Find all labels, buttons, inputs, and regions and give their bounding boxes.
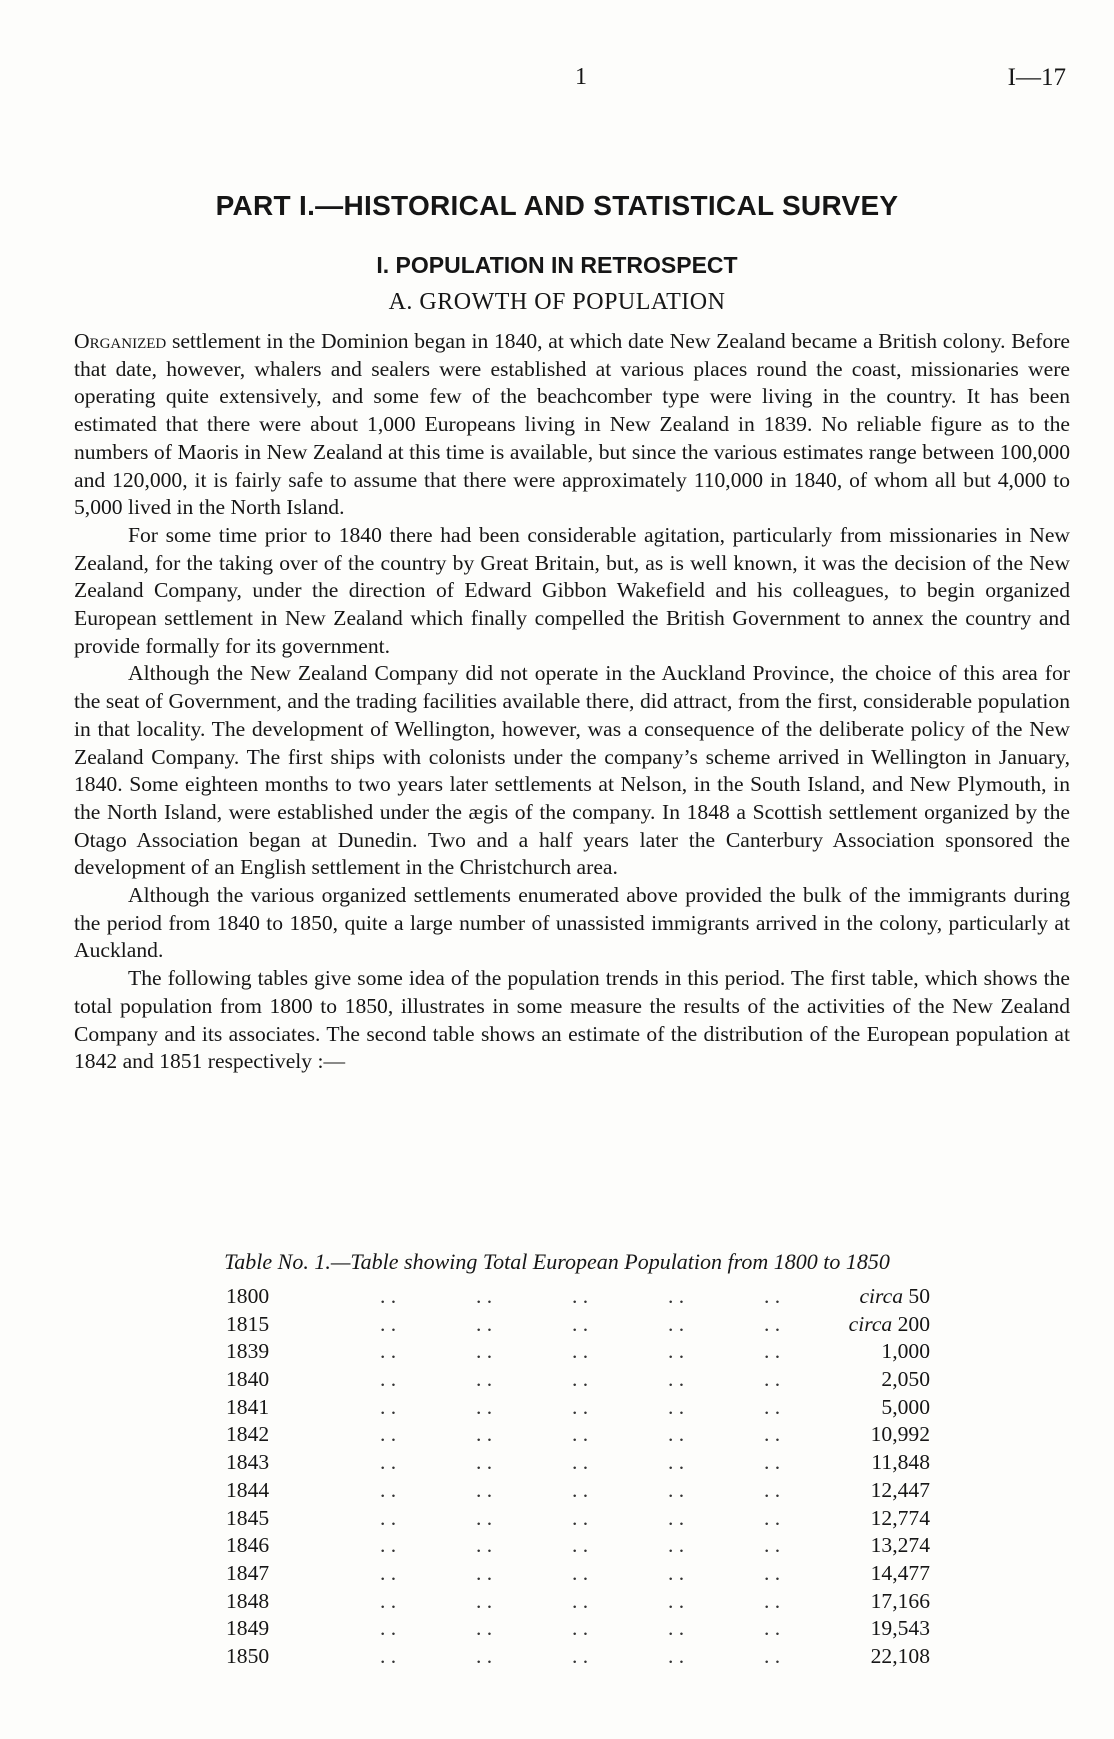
population-value-cell: 22,108 <box>870 1643 930 1668</box>
body-text <box>74 328 1070 1076</box>
population-value-cell: 17,166 <box>870 1588 930 1613</box>
population-value-cell: 14,477 <box>870 1560 930 1585</box>
table-caption: Table No. 1.—Table showing Total European Population from 1800 to 1850 <box>224 1249 890 1274</box>
year-cell: 1844 <box>226 1477 270 1502</box>
population-value-cell: 12,447 <box>870 1477 930 1502</box>
part-title: PART I.—HISTORICAL AND STATISTICAL SURVEY <box>215 190 899 221</box>
table-row <box>210 1367 930 1395</box>
table-row <box>210 1644 930 1672</box>
paragraph-5: The following tables give some idea of the population trends in this period. The first table, which shows the total population from 1800 to 1850, illustrates in some measure the results of the activities of the New Zealand Company and its associates. The second table shows an estimate of the distribution of the European population at 1842 and 1851 respectively :— <box>74 966 1070 1074</box>
year-cell: 1847 <box>226 1560 270 1585</box>
leader-dots: . . . . . . . . . . <box>380 1533 781 1558</box>
year-cell: 1850 <box>226 1643 270 1668</box>
table-row <box>210 1339 930 1367</box>
population-value-cell: 2,050 <box>881 1367 930 1392</box>
page-number: 1 <box>575 64 587 90</box>
population-value-cell: 5,000 <box>881 1394 930 1419</box>
subsection-title: A. GROWTH OF POPULATION <box>388 289 726 315</box>
population-value-cell: 19,543 <box>870 1616 930 1641</box>
paragraph-1 <box>74 328 1070 522</box>
leader-dots: . . . . . . . . . . <box>380 1643 781 1668</box>
circa-label: circa <box>848 1311 898 1336</box>
year-cell: 1848 <box>226 1588 270 1613</box>
leader-dots: . . . . . . . . . . <box>380 1450 781 1475</box>
table-row <box>210 1533 930 1561</box>
population-value-cell: 10,992 <box>870 1422 930 1447</box>
table-row <box>210 1284 930 1312</box>
population-value-cell: 1,000 <box>881 1339 930 1364</box>
leader-dots: . . . . . . . . . . <box>380 1367 781 1392</box>
leader-dots: . . . . . . . . . . <box>380 1394 781 1419</box>
table-row <box>210 1589 930 1617</box>
page-header <box>0 64 1114 104</box>
year-cell: 1845 <box>226 1505 270 1530</box>
circa-label: circa <box>859 1284 909 1308</box>
table-row <box>210 1561 930 1589</box>
leader-dots: . . . . . . . . . . <box>380 1477 781 1502</box>
table-row <box>210 1422 930 1450</box>
leader-dots: . . . . . . . . . . <box>380 1588 781 1613</box>
year-cell: 1841 <box>226 1394 270 1419</box>
population-value-cell: 12,774 <box>870 1505 930 1530</box>
paragraph-2: For some time prior to 1840 there had been considerable agitation, particularly from missionaries in New Zealand, for the taking over of the country by Great Britain, but, as is well known, it was the decision of the New Zealand Company, under the direction of Edward Gibbon Wakefield and his colleagues, to begin organized European settlement in New Zealand which finally compelled the British Government to annex the country and provide formally for its government. <box>74 522 1070 658</box>
table-row <box>210 1616 930 1644</box>
population-value-cell: 11,848 <box>871 1450 930 1475</box>
table-row <box>210 1395 930 1423</box>
table-row <box>210 1506 930 1534</box>
population-value-cell: circa 50 <box>859 1284 930 1308</box>
year-cell: 1800 <box>226 1284 270 1308</box>
year-cell: 1843 <box>226 1450 270 1475</box>
year-cell: 1840 <box>226 1367 270 1392</box>
year-cell: 1839 <box>226 1339 270 1364</box>
leader-dots: . . . . . . . . . . <box>380 1422 781 1447</box>
year-cell: 1846 <box>226 1533 270 1558</box>
table-row <box>210 1312 930 1340</box>
paragraph-4: Although the various organized settlements enumerated above provided the bulk of the immigrants during the period from 1840 to 1850, quite a large number of unassisted immigrants arrived in the colony, particularly at Auckland. <box>74 883 1070 963</box>
population-value-cell: 13,274 <box>870 1533 930 1558</box>
leader-dots: . . . . . . . . . . <box>380 1339 781 1364</box>
page-code: I—17 <box>1007 64 1066 91</box>
leader-dots: . . . . . . . . . . <box>380 1616 781 1641</box>
year-cell: 1815 <box>226 1311 270 1336</box>
paragraph-1-text: settlement in the Dominion began in 1840, at which date New Zealand became a British colony. Before that date, however, whalers and sealers were established at various places round the coast, missionaries were operating quite extensively, and some few of the beachcomber type were living in the country. It has been estimated that there were about 1,000 Europeans living in New Zealand in 1839. No reliable figure as to the numbers of Maoris in New Zealand at this time is available, but since the various estimates range between 100,000 and 120,000, it is fairly safe to assume that there were approximately 110,000 in 1840, of whom all but 4,000 to 5,000 lived in the North Island. <box>74 329 1070 520</box>
lead-word: Organized <box>74 329 167 353</box>
population-value-cell: circa 200 <box>848 1311 930 1336</box>
year-cell: 1849 <box>226 1616 270 1641</box>
year-cell: 1842 <box>226 1422 270 1447</box>
population-table <box>210 1284 930 1672</box>
paragraph-3: Although the New Zealand Company did not operate in the Auckland Province, the choice of this area for the seat of Government, and the trading facilities available there, did attract, from the first, considerable population in that locality. The development of Wellington, however, was a consequence of the deliberate policy of the New Zealand Company. The first ships with colonists under the company’s scheme arrived in Wellington in January, 1840. Some eighteen months to two years later settlements at Nelson, in the South Island, and New Plymouth, in the North Island, were established under the ægis of the company. In 1848 a Scottish settlement organized by the Otago Association began at Dunedin. Two and a half years later the Canterbury Association sponsored the development of an English settlement in the Christchurch area. <box>74 661 1070 880</box>
leader-dots: . . . . . . . . . . <box>380 1284 781 1308</box>
table-row <box>210 1450 930 1478</box>
leader-dots: . . . . . . . . . . <box>380 1505 781 1530</box>
table-row <box>210 1478 930 1506</box>
leader-dots: . . . . . . . . . . <box>380 1560 781 1585</box>
section-title: I. POPULATION IN RETROSPECT <box>376 252 738 278</box>
leader-dots: . . . . . . . . . . <box>380 1311 781 1336</box>
